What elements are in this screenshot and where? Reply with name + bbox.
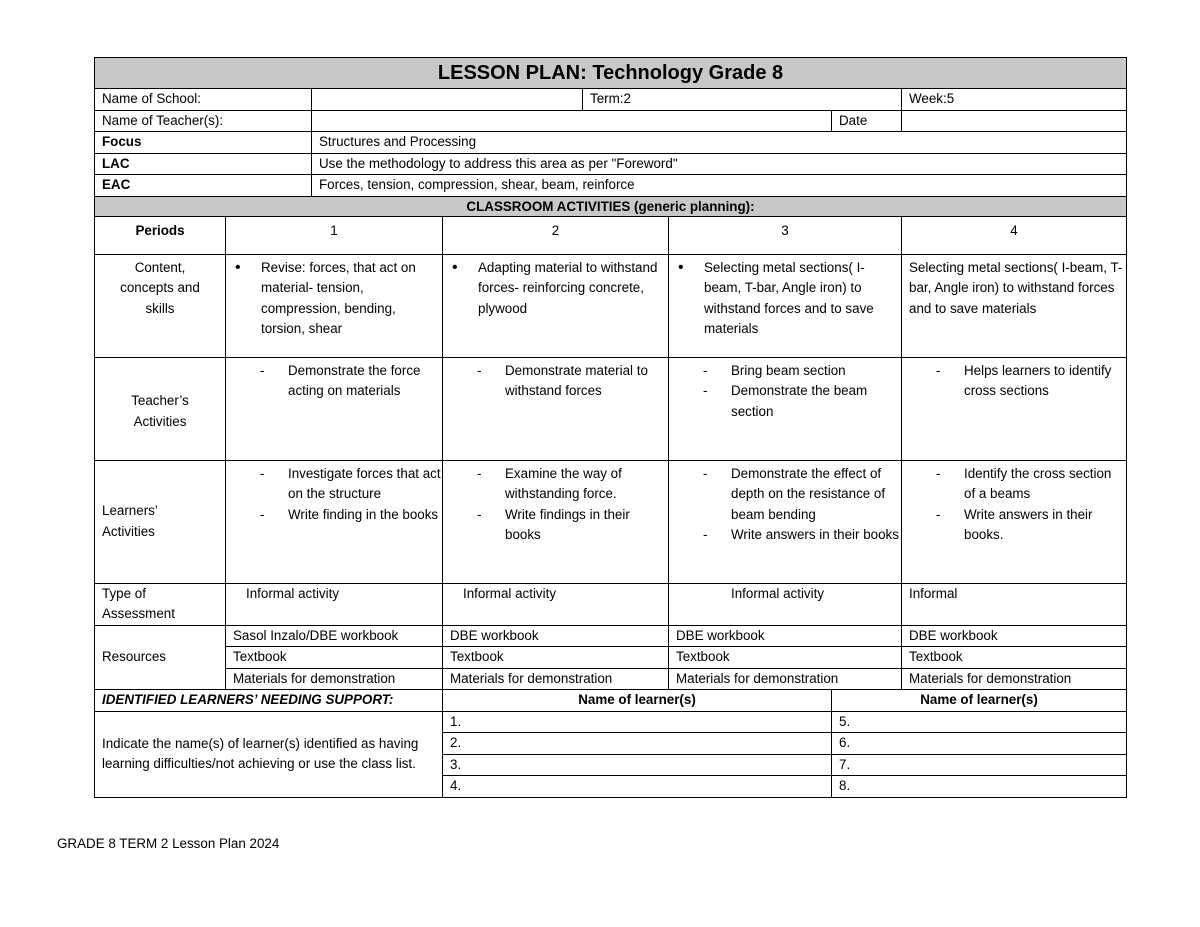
learner-slot-1: 1. — [443, 711, 832, 733]
list-item: - Investigate forces that act on the structure — [233, 464, 442, 505]
list-item: - Helps learners to identify cross sections — [909, 361, 1126, 402]
list-item: - Write findings in their books — [450, 505, 668, 546]
learners-p2 — [443, 460, 669, 583]
school-label: Name of School: — [95, 89, 312, 111]
week-value: Week:5 — [902, 89, 1127, 111]
learners-activities-label: Learners’ Activities — [95, 460, 226, 583]
resource-cell: Materials for demonstration — [669, 668, 902, 690]
learner-names-header-2: Name of learner(s) — [832, 690, 1127, 712]
content-p3 — [669, 254, 902, 357]
learner-slot-6: 6. — [832, 733, 1127, 755]
assessment-label: Type of Assessment — [95, 583, 226, 625]
support-instruction: Indicate the name(s) of learner(s) identified as having learning difficulties/not achieving or use the class list. — [95, 711, 443, 797]
learner-slot-5: 5. — [832, 711, 1127, 733]
teacher-p4 — [902, 357, 1127, 460]
lac-label: LAC — [95, 153, 312, 175]
list-item: - Write answers in their books. — [909, 505, 1126, 546]
term-value: Term:2 — [583, 89, 902, 111]
date-value — [902, 110, 1127, 132]
resource-cell: Sasol Inzalo/DBE workbook — [226, 625, 443, 647]
resources-label: Resources — [95, 625, 226, 690]
resource-cell: Textbook — [902, 647, 1127, 669]
assessment-p3: Informal activity — [669, 583, 902, 625]
resource-cell: DBE workbook — [443, 625, 669, 647]
resource-cell: DBE workbook — [902, 625, 1127, 647]
period-1-header: 1 — [226, 216, 443, 254]
teacher-p3 — [669, 357, 902, 460]
eac-label: EAC — [95, 175, 312, 197]
assessment-p1: Informal activity — [226, 583, 443, 625]
focus-value: Structures and Processing — [312, 132, 1127, 154]
period-2-header: 2 — [443, 216, 669, 254]
learner-slot-7: 7. — [832, 754, 1127, 776]
resource-cell: Materials for demonstration — [902, 668, 1127, 690]
periods-label: Periods — [95, 216, 226, 254]
page-footer: GRADE 8 TERM 2 Lesson Plan 2024 — [57, 836, 280, 851]
school-value — [312, 89, 583, 111]
learners-p1 — [226, 460, 443, 583]
teacher-value — [312, 110, 832, 132]
content-p1 — [226, 254, 443, 357]
list-item: - Bring beam section — [676, 361, 901, 382]
list-item: - Identify the cross section of a beams — [909, 464, 1126, 505]
resource-cell: Textbook — [226, 647, 443, 669]
learners-p4 — [902, 460, 1127, 583]
resource-cell: Materials for demonstration — [226, 668, 443, 690]
support-heading: IDENTIFIED LEARNERS’ NEEDING SUPPORT: — [95, 690, 443, 712]
learners-p3 — [669, 460, 902, 583]
learner-names-header-1: Name of learner(s) — [443, 690, 832, 712]
teacher-activities-label: Teacher’s Activities — [95, 357, 226, 460]
content-label: Content, concepts and skills — [95, 254, 226, 357]
activities-header: CLASSROOM ACTIVITIES (generic planning): — [95, 196, 1127, 216]
lac-value: Use the methodology to address this area as per "Foreword" — [312, 153, 1127, 175]
content-p4: Selecting metal sections( I-beam, T-bar, Angle iron) to withstand forces and to save materials — [902, 254, 1127, 357]
list-item: • Adapting material to withstand forces- reinforcing concrete, plywood — [450, 258, 668, 320]
resource-cell: DBE workbook — [669, 625, 902, 647]
list-item: - Demonstrate the force acting on materials — [233, 361, 442, 402]
learner-slot-3: 3. — [443, 754, 832, 776]
eac-value: Forces, tension, compression, shear, beam, reinforce — [312, 175, 1127, 197]
list-item: - Demonstrate the beam section — [676, 381, 901, 422]
teacher-label: Name of Teacher(s): — [95, 110, 312, 132]
period-4-header: 4 — [902, 216, 1127, 254]
content-p2 — [443, 254, 669, 357]
page-title: LESSON PLAN: Technology Grade 8 — [95, 58, 1127, 89]
learner-slot-2: 2. — [443, 733, 832, 755]
list-item: • Revise: forces, that act on material- tension, compression, bending, torsion, shear — [233, 258, 442, 340]
resource-cell: Materials for demonstration — [443, 668, 669, 690]
learner-slot-8: 8. — [832, 776, 1127, 798]
list-item: - Examine the way of withstanding force. — [450, 464, 668, 505]
period-3-header: 3 — [669, 216, 902, 254]
list-item: - Demonstrate the effect of depth on the resistance of beam bending — [676, 464, 901, 526]
lesson-plan-table — [94, 57, 1127, 798]
list-item: - Write finding in the books — [233, 505, 442, 526]
resource-cell: Textbook — [443, 647, 669, 669]
learner-slot-4: 4. — [443, 776, 832, 798]
list-item: - Write answers in their books — [676, 525, 901, 546]
assessment-p4: Informal — [902, 583, 1127, 625]
teacher-p2 — [443, 357, 669, 460]
list-item: - Demonstrate material to withstand forces — [450, 361, 668, 402]
assessment-p2: Informal activity — [443, 583, 669, 625]
focus-label: Focus — [95, 132, 312, 154]
teacher-p1 — [226, 357, 443, 460]
date-label: Date — [832, 110, 902, 132]
resource-cell: Textbook — [669, 647, 902, 669]
list-item: • Selecting metal sections( I-beam, T-bar, Angle iron) to withstand forces and to save materials — [676, 258, 901, 340]
